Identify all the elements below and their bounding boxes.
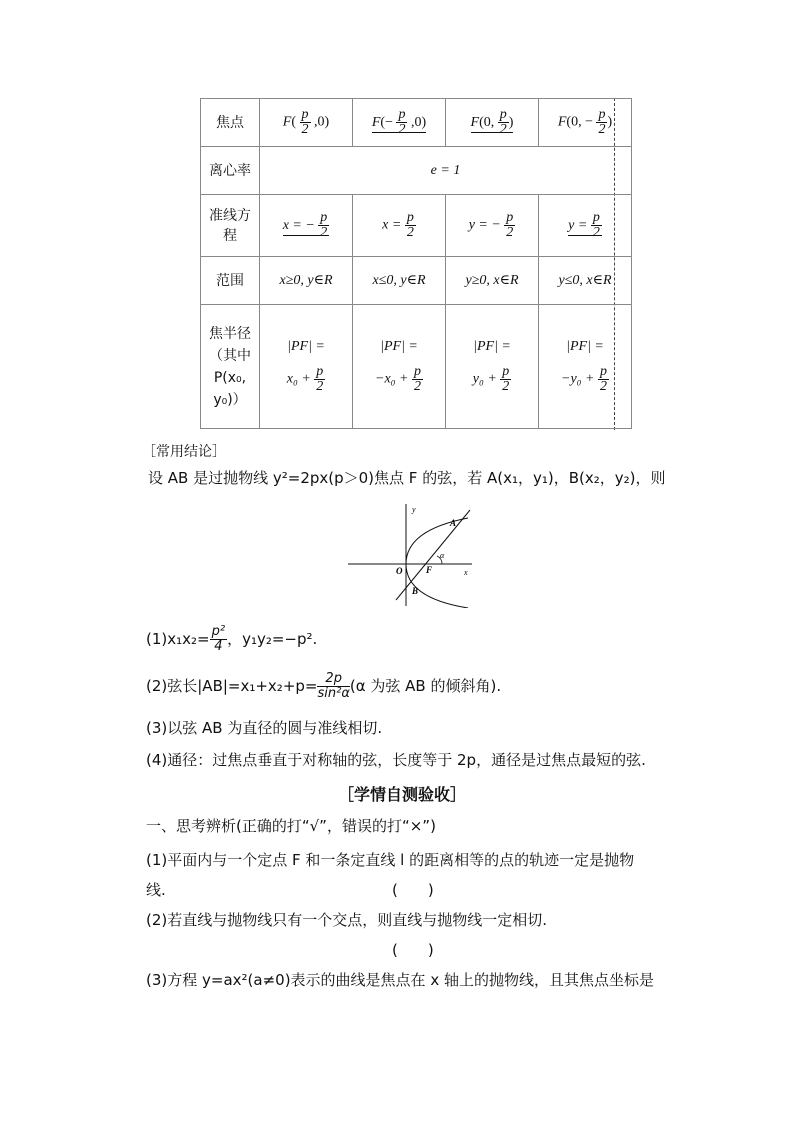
focal-cell-3: |PF| = y₀ + $\frac{p}{2}$ <box>446 305 539 429</box>
header-focus: 焦点 <box>201 99 260 147</box>
label-point-a: A <box>450 518 457 528</box>
eccentricity-value: e = 1 <box>260 147 632 195</box>
label-point-b: B <box>412 586 419 596</box>
parabola-properties-table <box>200 98 632 429</box>
label-y: y <box>412 505 416 514</box>
focus-cell-4: F(0, − $\frac{p}{2}$ ) <box>539 99 632 147</box>
directrix-cell-2: x = $\frac{p}{2}$ <box>353 195 446 257</box>
focus-cell-2: F(− $\frac{p}{2}$ ,0) <box>353 99 446 147</box>
table-row-focal-radius <box>201 305 632 429</box>
table-row-eccentricity <box>201 147 632 195</box>
focal-cell-1: |PF| = x₀ + $\frac{p}{2}$ <box>260 305 353 429</box>
question-1-answer-blank[interactable]: ( ) <box>392 881 434 899</box>
header-eccentricity: 离心率 <box>201 147 260 195</box>
conclusion-item-2: (2)弦长|AB|=x₁+x₂+p= $\frac{2p}{\text{sin²α}}$ (α 为弦 AB 的倾斜角). <box>146 671 502 701</box>
parabola-focal-chord-figure <box>346 500 476 608</box>
label-origin: O <box>396 566 403 576</box>
part-one-heading: 一、思考辨析(正确的打“√”，错误的打“×”) <box>146 817 436 835</box>
conclusion-item-4: (4)通径：过焦点垂直于对称轴的弦，长度等于 2p，通径是过焦点最短的弦. <box>146 751 646 769</box>
question-3: (3)方程 y=ax²(a≠0)表示的曲线是焦点在 x 轴上的抛物线，且其焦点坐标是 <box>146 971 654 989</box>
section-title: ［学情自测验收］ <box>338 785 467 804</box>
table-row-range <box>201 257 632 305</box>
table-row-focus <box>201 99 632 147</box>
focus-cell-1: F( $\frac{p}{2}$ ,0) <box>260 99 353 147</box>
table-row-directrix <box>201 195 632 257</box>
range-cell-3: y≥0, x∈R <box>446 257 539 305</box>
question-2: (2)若直线与抛物线只有一个交点，则直线与抛物线一定相切. <box>146 911 548 929</box>
range-cell-4: y≤0, x∈R <box>539 257 632 305</box>
conclusion-item-1: (1)x₁x₂= $\frac{\text{p²}}{4}$ ，y₁y₂=−p². <box>146 624 318 654</box>
label-focus: F <box>426 565 433 575</box>
question-1-line-2: 线. <box>146 881 166 899</box>
directrix-cell-1: x = − $\frac{p}{2}$ <box>260 195 353 257</box>
header-focal-radius: 焦半径（其中P(x₀, y₀)） <box>201 305 260 429</box>
question-1-line-1: (1)平面内与一个定点 F 和一条定直线 l 的距离相等的点的轨迹一定是抛物 <box>146 851 635 869</box>
conclusion-item-3: (3)以弦 AB 为直径的圆与准线相切. <box>146 719 383 737</box>
conclusion-title: ［常用结论］ <box>142 444 226 460</box>
directrix-cell-4: y = $\frac{p}{2}$ <box>539 195 632 257</box>
focus-cell-3: F(0, $\frac{p}{2}$ ) <box>446 99 539 147</box>
label-alpha: α <box>440 551 445 560</box>
range-cell-1: x≥0, y∈R <box>260 257 353 305</box>
range-cell-2: x≤0, y∈R <box>353 257 446 305</box>
conclusion-intro: 设 AB 是过抛物线 y²=2px(p＞0)焦点 F 的弦，若 A(x₁，y₁)，B(x₂，y₂)，则 <box>148 469 666 487</box>
focal-cell-2: |PF| = −x₀ + $\frac{p}{2}$ <box>353 305 446 429</box>
question-2-answer-blank[interactable]: ( ) <box>392 941 434 959</box>
header-range: 范围 <box>201 257 260 305</box>
header-directrix: 准线方程 <box>201 195 260 257</box>
focal-cell-4: |PF| = −y₀ + $\frac{p}{2}$ <box>539 305 632 429</box>
directrix-cell-3: y = − $\frac{p}{2}$ <box>446 195 539 257</box>
label-x: x <box>464 568 468 577</box>
